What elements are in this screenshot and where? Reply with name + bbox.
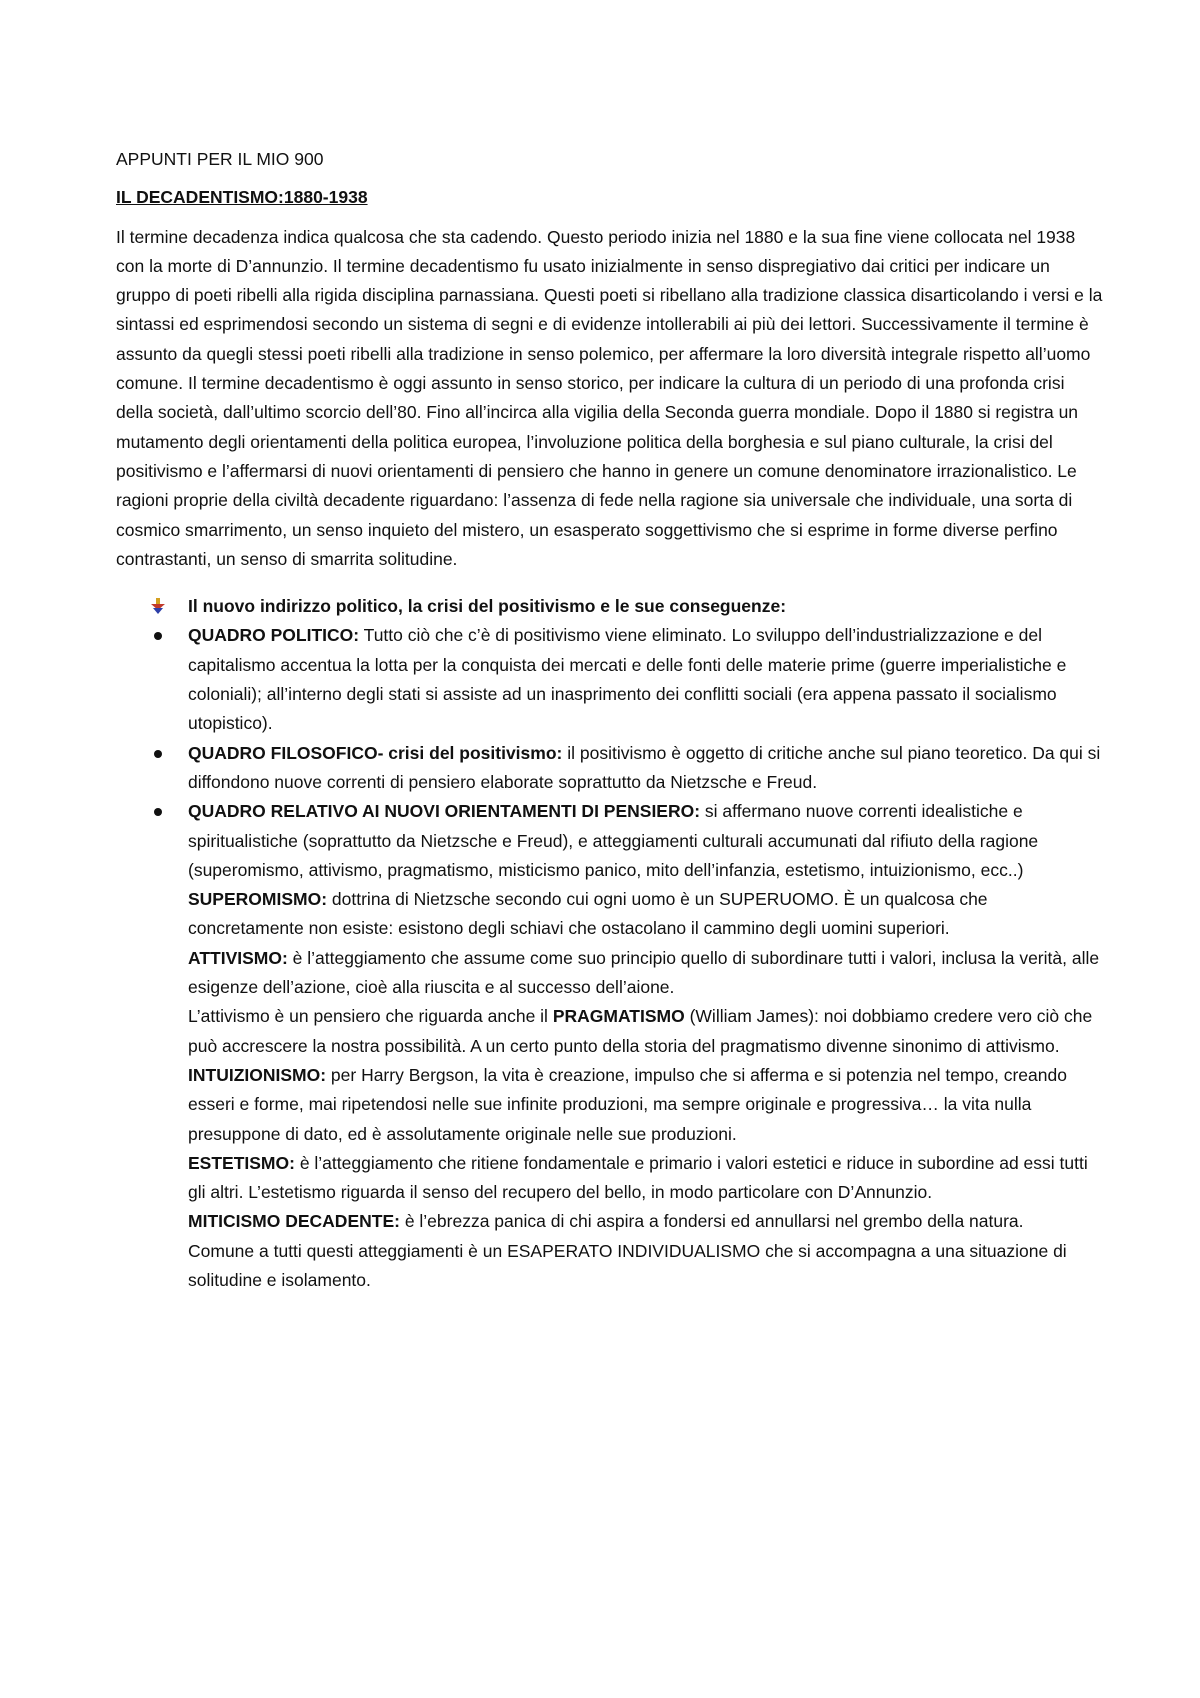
topic-text: si affermano nuove correnti idealistiche e spiritualistiche (soprattutto da Nietzsche e Freud), e atteggiamenti culturali accumunati dal rifiuto della ragione (superomismo, attivismo, pragmatismo, misticismo panico, mito dell’infanzia, estetismo, intuizionismo, ecc..) — [188, 801, 1039, 880]
sub-intuizionismo — [188, 1061, 1106, 1149]
sub-conclusion — [188, 1237, 1106, 1296]
topic-quadro-politico — [188, 621, 1106, 738]
sub-pre: L’attivismo è un pensiero che riguarda anche il — [188, 1006, 553, 1027]
document-title: IL DECADENTISMO:1880-1938 — [116, 187, 368, 208]
document-header: APPUNTI PER IL MIO 900 — [116, 149, 324, 169]
sub-text: è l’atteggiamento che assume come suo principio quello di subordinare tutti i valori, inclusa la verità, alle esigenze dell’azione, cioè alla riuscita e al successo dell’aione. — [188, 947, 1100, 998]
bullet-icon — [154, 750, 162, 758]
sub-term: PRAGMATISMO — [552, 1006, 685, 1027]
topic-term: QUADRO RELATIVO AI NUOVI ORIENTAMENTI DI PENSIERO: — [188, 801, 701, 822]
down-arrow-icon — [150, 598, 166, 614]
bullet-icon — [154, 632, 162, 640]
sub-text: è l’ebrezza panica di chi aspira a fondersi ed annullarsi nel grembo della natura. — [399, 1211, 1024, 1232]
sub-text: Comune a tutti questi atteggiamenti è un ESAPERATO INDIVIDUALISMO che si accompagna a una situazione di solitudine e isolamento. — [188, 1240, 1067, 1290]
topic-term: QUADRO FILOSOFICO- crisi del positivismo: — [188, 742, 563, 763]
sub-term: SUPEROMISMO: — [188, 889, 328, 910]
sub-term: MITICISMO DECADENTE: — [188, 1211, 400, 1232]
sub-miticismo — [188, 1207, 1106, 1236]
document-body — [116, 145, 1106, 1295]
sub-text: (William James): noi dobbiamo credere vero ciò che può accrescere la nostra possibilità. A un certo punto della storia del pragmatismo divenne sinonimo di attivismo. — [188, 1006, 1093, 1056]
topics-list — [116, 621, 1106, 1295]
topic-text: Tutto ciò che c’è di positivismo viene eliminato. Lo sviluppo dell’industrializzazione e del capitalismo accentua la lotta per la conquista dei mercati e delle fonti delle materie prime (guerre imperialistiche e coloniali); all’interno degli stati si assiste ad un inasprimento dei conflitti sociali (era appena passato il socialismo utopistico). — [188, 625, 1067, 734]
topic-term: QUADRO POLITICO: — [188, 625, 360, 646]
sub-text: è l’atteggiamento che ritiene fondamentale e primario i valori estetici e riduce in subordine ad essi tutti gli altri. L’estetismo riguarda il senso del recupero del bello, in modo particolare con D’Annunzio. — [188, 1152, 1088, 1203]
intro-paragraph: Il termine decadenza indica qualcosa che sta cadendo. Questo periodo inizia nel 1880 e la sua fine viene collocata nel 1938 con la morte di D’annunzio. Il termine decadentismo fu usato inizialmente in senso dispregiativo dai critici per indicare un gruppo di poeti ribelli alla rigida disciplina parnassiana. Questi poeti si ribellano alla tradizione classica disarticolando i versi e la sintassi ed esprimendosi secondo un sistema di segni e di evidenze intollerabili ai più dei lettori. Successivamente il termine è assunto da quegli stessi poeti ribelli alla tradizione in senso polemico, per affermare la loro diversità integrale rispetto all’uomo comune. Il termine decadentismo è oggi assunto in senso storico, per indicare la cultura di un periodo di una profonda crisi della società, dall’ultimo scorcio dell’80. Fino all’incirca alla vigilia della Seconda guerra mondiale. Dopo il 1880 si registra un mutamento degli orientamenti della politica europea, l’involuzione politica della borghesia e sul piano culturale, la crisi del positivismo e l’affermarsi di nuovi orientamenti di pensiero che hanno in genere un comune denominatore irrazionalistico. Le ragioni proprie della civiltà decadente riguardano: l’assenza di fede nella ragione sia universale che individuale, una sorta di cosmico smarrimento, un senso inquieto del mistero, un esasperato soggettivismo che si esprime in forme diverse perfino contrastanti, un senso di smarrita solitudine. — [116, 226, 1103, 569]
bullet-icon — [154, 808, 162, 816]
sub-superomismo — [188, 885, 1106, 944]
sub-term: ATTIVISMO: — [188, 947, 288, 968]
sub-estetismo — [188, 1149, 1106, 1208]
section-heading: Il nuovo indirizzo politico, la crisi del positivismo e le sue conseguenze: — [188, 596, 787, 617]
sub-text: per Harry Bergson, la vita è creazione, impulso che si afferma e si potenzia nel tempo, creando esseri e forme, mai ripetendosi nelle sue infinite produzioni, ma sempre originale e progressiva… la vita nulla presuppone di dato, ed è assolutamente originale nelle sue produzioni. — [188, 1064, 1067, 1144]
topic-text: il positivismo è oggetto di critiche anche sul piano teoretico. Da qui si diffondono nuove correnti di pensiero elaborate soprattutto da Nietzsche e Freud. — [188, 742, 1101, 792]
sub-term: INTUIZIONISMO: — [188, 1064, 327, 1085]
sub-pragmatismo — [188, 1002, 1106, 1061]
sub-term: ESTETISMO: — [188, 1152, 295, 1173]
sub-text: dottrina di Nietzsche secondo cui ogni uomo è un SUPERUOMO. È un qualcosa che concretamente non esiste: esistono degli schiavi che ostacolano il cammino degli uomini superiori. — [188, 889, 988, 939]
topic-quadro-orientamenti — [188, 797, 1106, 1295]
section-political-crisis — [116, 592, 1106, 621]
sub-attivismo — [188, 944, 1106, 1003]
topic-quadro-filosofico — [188, 739, 1106, 798]
